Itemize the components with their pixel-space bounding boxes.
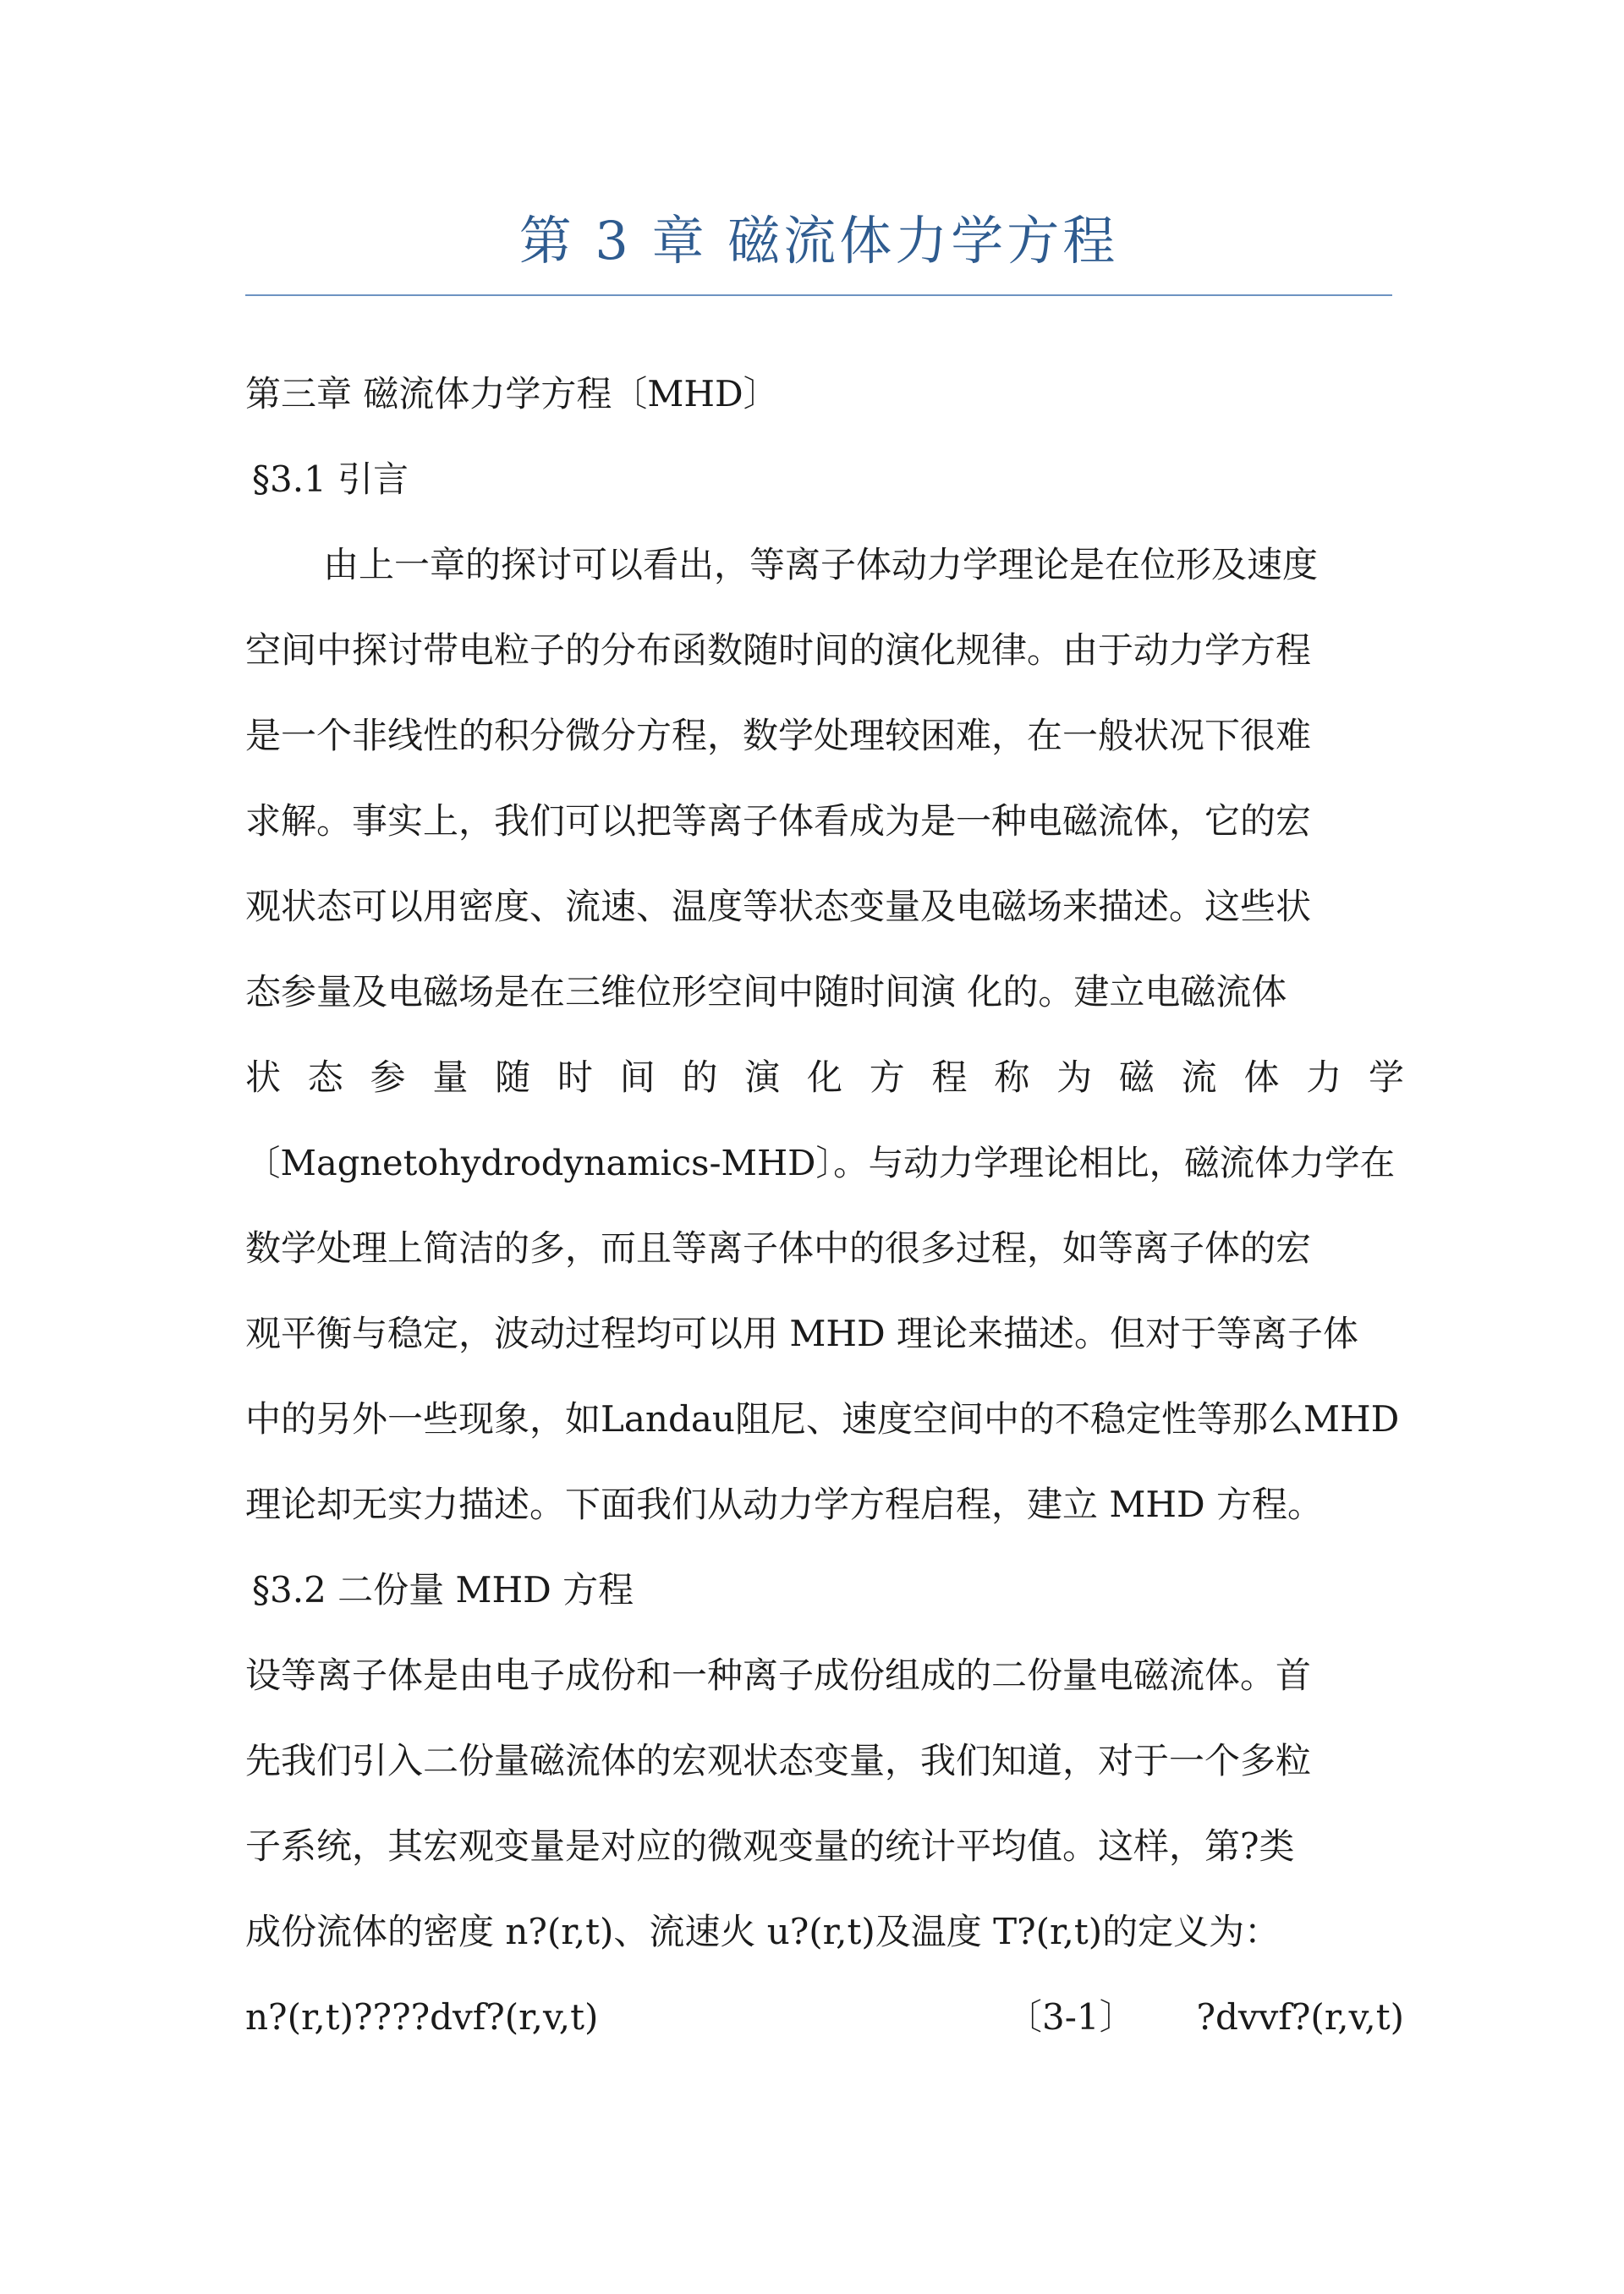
paragraph-line: 〔Magnetohydrodynamics-MHD〕。与动力学理论相比，磁流体力学在 — [245, 1142, 1396, 1183]
paragraph-line: 求解。事实上，我们可以把等离子体看成为是一种电磁流体，它的宏 — [245, 800, 1312, 842]
paragraph-line: 状 态 参 量 随 时 间 的 演 化 方 程 称 为 磁 流 体 力 学 — [245, 1056, 1404, 1098]
paragraph-line: 中的另外一些现象，如Landau阻尼、速度空间中的不稳定性等那么MHD — [245, 1398, 1400, 1440]
section-heading-3-1: §3.1 引言 — [252, 458, 409, 500]
equation-right: ?dvvf?(r,v,t) — [1196, 1996, 1404, 2038]
paragraph-line: 态参量及电磁场是在三维位形空间中随时间演 化的。建立电磁流体 — [245, 971, 1287, 1013]
equation-3-1 — [245, 1974, 1404, 2060]
paragraph-line: 先我们引入二份量磁流体的宏观状态变量，我们知道，对于一个多粒 — [245, 1740, 1312, 1781]
paragraph-line: 由上一章的探讨可以看出，等离子体动力学理论是在位形及速度 — [323, 544, 1319, 585]
paragraph-line: 设等离子体是由电子成份和一种离子成份组成的二份量电磁流体。首 — [245, 1655, 1312, 1696]
chapter-title: 第 3 章 磁流体力学方程 — [518, 210, 1119, 272]
paragraph-line: 子系统，其宏观变量是对应的微观变量的统计平均值。这样，第?类 — [245, 1825, 1295, 1867]
body-text — [245, 351, 1404, 2060]
paragraph-line: 观平衡与稳定，波动过程均可以用 MHD 理论来描述。但对于等离子体 — [245, 1313, 1359, 1354]
equation-left: n?(r,t)????dvf?(r,v,t) — [245, 1996, 599, 2038]
title-divider — [245, 294, 1392, 296]
section-heading-3-2: §3.2 二份量 MHD 方程 — [252, 1569, 634, 1611]
chapter-heading: 第三章 磁流体力学方程〔MHD〕 — [245, 373, 779, 414]
equation-number: 〔3-1〕 — [1007, 1996, 1135, 2038]
paragraph-line: 空间中探讨带电粒子的分布函数随时间的演化规律。由于动力学方程 — [245, 629, 1312, 671]
paragraph-line: 理论却无实力描述。下面我们从动力学方程启程，建立 MHD 方程。 — [245, 1484, 1324, 1525]
paragraph-line: 是一个非线性的积分微分方程，数学处理较困难，在一般状况下很难 — [245, 715, 1312, 756]
paragraph-line: 成份流体的密度 n?(r,t)、流速火 u?(r,t)及温度 T?(r,t)的定义为： — [245, 1911, 1281, 1952]
paragraph-line: 数学处理上简洁的多，而且等离子体中的很多过程，如等离子体的宏 — [245, 1227, 1312, 1269]
paragraph-line: 观状态可以用密度、流速、温度等状态变量及电磁场来描述。这些状 — [245, 886, 1312, 927]
